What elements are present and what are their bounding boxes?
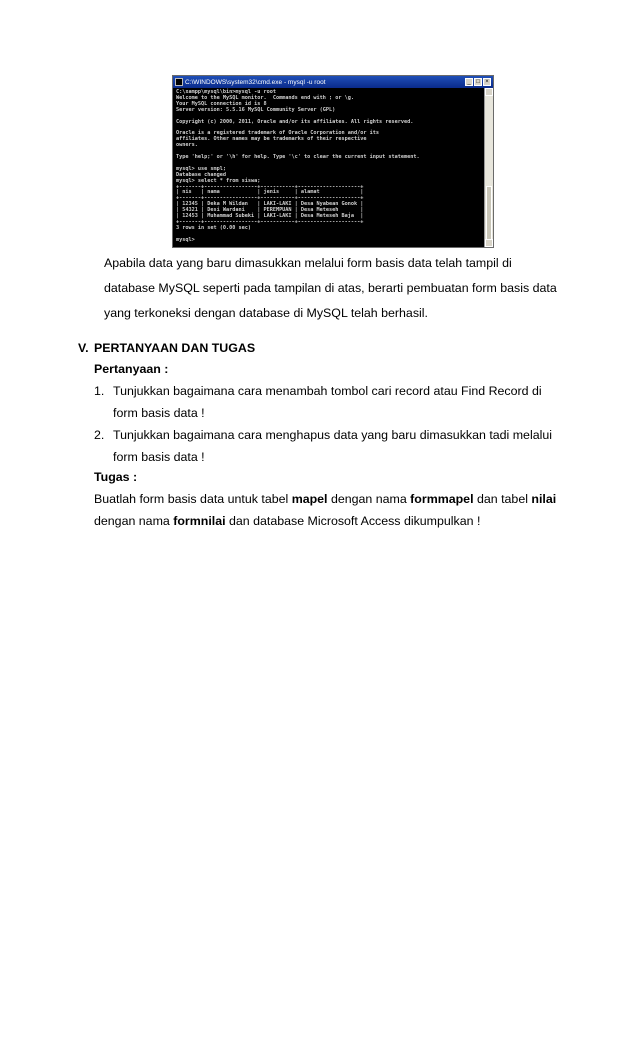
question-1-number: 1.: [94, 384, 105, 398]
console-line: mysql> select * from siswa;: [176, 177, 261, 184]
question-1-line-2: form basis data !: [113, 406, 205, 420]
tasks-text: dengan nama: [327, 492, 411, 506]
question-1-line-1: Tunjukkan bagaimana cara menambah tombol cari record atau Find Record di: [113, 384, 542, 398]
scroll-up-icon: [485, 88, 493, 96]
console-title: C:\WINDOWS\system32\cmd.exe - mysql -u root: [185, 78, 326, 86]
console-line: +-------+-----------------+-----------+--------------------+: [176, 218, 364, 225]
cmd-icon: [175, 78, 183, 86]
section-number: V.: [78, 341, 89, 355]
tasks-text: dengan nama: [94, 514, 174, 528]
intro-line-3: yang terkoneksi dengan database di MySQL telah berhasil.: [104, 306, 428, 320]
console-titlebar: [173, 76, 493, 88]
console-scrollbar: [484, 88, 493, 247]
console-line: | 12453 | Muhammad Subeki | LAKI-LAKI | Desa Meteseh Baja |: [176, 213, 364, 220]
tasks-line-2: [94, 514, 480, 528]
console-line: 3 rows in set (0.00 sec): [176, 224, 251, 231]
form-name-formnilai: formnilai: [173, 514, 226, 528]
question-2-line-2: form basis data !: [113, 450, 205, 464]
tasks-line-1: [94, 492, 556, 506]
console-line: | 54321 | Desi Wardani | PEREMPUAN | Desa Meteseh |: [176, 207, 364, 214]
table-name-mapel: mapel: [291, 492, 328, 506]
close-icon: ×: [483, 78, 491, 86]
console-line: +-------+-----------------+-----------+--------------------+: [176, 195, 364, 202]
intro-line-1: Apabila data yang baru dimasukkan melalui form basis data telah tampil di: [104, 256, 512, 270]
tasks-text: Buatlah form basis data untuk tabel: [94, 492, 292, 506]
console-line: Server version: 5.5.16 MySQL Community Server (GPL): [176, 106, 336, 113]
question-2-line-1: Tunjukkan bagaimana cara menghapus data yang baru dimasukkan tadi melalui: [113, 428, 552, 442]
scroll-down-icon: [485, 239, 493, 247]
window-controls: [465, 78, 491, 86]
console-line: Type 'help;' or '\h' for help. Type '\c' to clear the current input statement.: [176, 153, 420, 160]
console-line: Database changed: [176, 171, 226, 178]
console-line: | 12345 | Deka M Wildan | LAKI-LAKI | Desa Nyabean Gonok |: [176, 201, 364, 208]
table-name-nilai: nilai: [531, 492, 557, 506]
tasks-text: dan tabel: [473, 492, 532, 506]
console-screenshot: [172, 75, 494, 248]
console-line: Your MySQL connection id is 8: [176, 100, 267, 107]
questions-heading: Pertanyaan :: [94, 362, 169, 376]
console-line: Copyright (c) 2000, 2011, Oracle and/or its affiliates. All rights reserved.: [176, 118, 414, 125]
console-line: affiliates. Other names may be trademarks of their respective: [176, 136, 367, 143]
console-line: Oracle is a registered trademark of Oracle Corporation and/or its: [176, 130, 380, 137]
console-line: Welcome to the MySQL monitor. Commands end with ; or \g.: [176, 94, 355, 101]
intro-line-2: database MySQL seperti pada tampilan di atas, berarti pembuatan form basis data: [104, 281, 557, 295]
tasks-heading: Tugas :: [94, 470, 138, 484]
question-2-number: 2.: [94, 428, 105, 442]
console-line: | nis | nama | jenis | alamat |: [176, 189, 364, 196]
maximize-icon: □: [474, 78, 482, 86]
console-line: mysql>: [176, 236, 195, 243]
form-name-formmapel: formmapel: [410, 492, 474, 506]
tasks-text: dan database Microsoft Access dikumpulkan !: [225, 514, 481, 528]
section-title: PERTANYAAN DAN TUGAS: [94, 341, 256, 355]
console-line: C:\xampp\mysql\bin>mysql -u root: [176, 89, 276, 95]
minimize-icon: _: [465, 78, 473, 86]
console-output: [176, 90, 483, 247]
console-line: mysql> use smpl;: [176, 165, 226, 172]
console-line: owners.: [176, 142, 198, 149]
scroll-thumb: [486, 186, 492, 244]
console-line: +-------+-----------------+-----------+--------------------+: [176, 183, 364, 190]
